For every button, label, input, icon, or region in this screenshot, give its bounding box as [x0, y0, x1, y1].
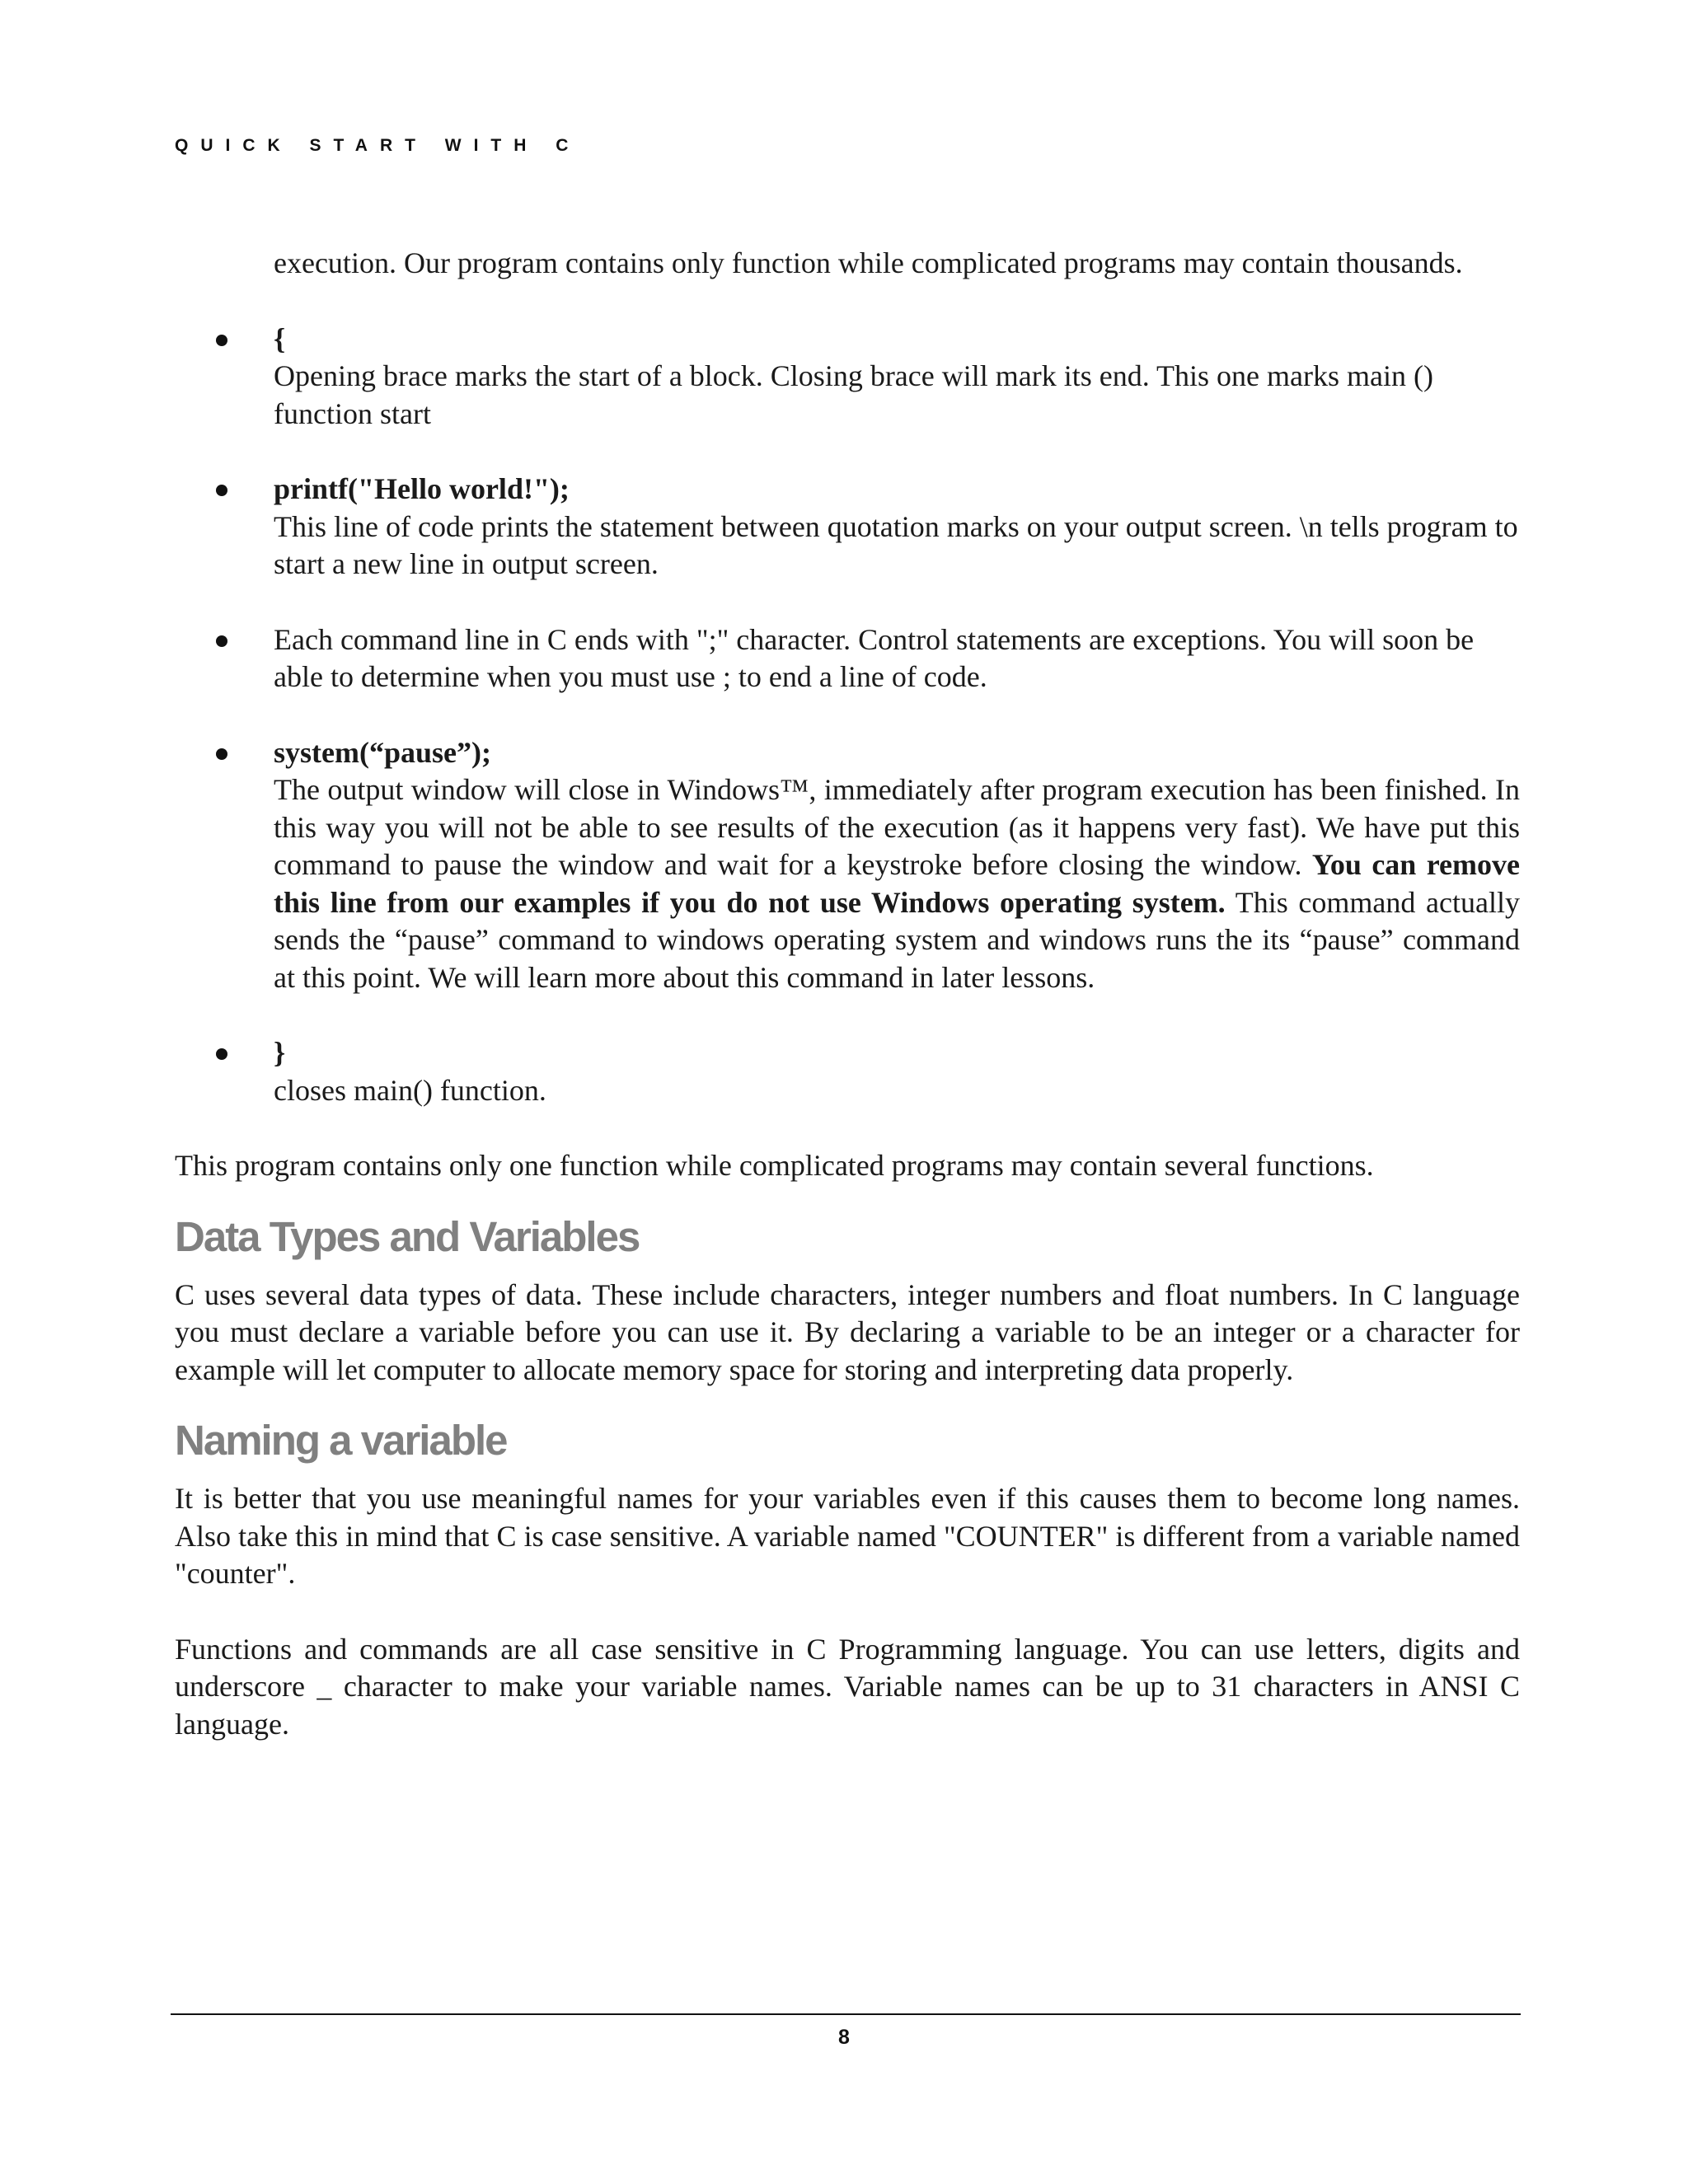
bullet-opening-brace — [175, 321, 1520, 434]
page-number: 8 — [838, 2026, 850, 2049]
code-label: } — [274, 1036, 286, 1069]
bullet-dot-icon — [216, 748, 227, 760]
bullet-bold-note: You can remove this line from our examples if you do not use Windows operating system. — [274, 848, 1520, 919]
code-label: system(“pause”); — [274, 735, 491, 769]
section-heading-data-types: Data Types and Variables — [175, 1212, 640, 1260]
bullet-dot-icon — [216, 635, 227, 647]
naming-paragraph-2: Functions and commands are all case sensitive in C Programming language. You can use letters, digits and underscore _ character to make your variable names. Variable names can be up to 31 characters in ANSI C language. — [175, 1632, 1520, 1741]
naming-paragraph-1: It is better that you use meaningful names for your variables even if this causes them to become long names. Also take this in mind that C is case sensitive. A variable named "COUNTER" is different from a variable named "counter". — [175, 1482, 1520, 1590]
footer-divider — [171, 2013, 1521, 2015]
bullet-text: This line of code prints the statement between quotation marks on your output screen. \n tells program to start a new line in output screen. — [274, 509, 1518, 580]
bullet-semicolon — [175, 621, 1520, 696]
code-label: { — [274, 321, 286, 355]
running-header: QUICK START WITH C — [175, 136, 581, 155]
page-body — [175, 245, 1520, 1743]
summary-paragraph: This program contains only one function while complicated programs may contain several functions. — [175, 1149, 1374, 1182]
intro-continuation: execution. Our program contains only function while complicated programs may contain thousands. — [274, 246, 1463, 279]
data-types-paragraph: C uses several data types of data. These include characters, integer numbers and float numbers. In C language you must declare a variable before you can use it. By declaring a variable to be an integer or a character for example will let computer to allocate memory space for storing and interpreting data properly. — [175, 1277, 1520, 1386]
bullet-printf — [175, 471, 1520, 583]
bullet-dot-icon — [216, 485, 227, 496]
bullet-text: closes main() function. — [274, 1073, 546, 1107]
bullet-closing-brace — [175, 1034, 1520, 1109]
code-label: printf("Hello world!"); — [274, 472, 570, 505]
bullet-text-part: The output window will close in Windows™, immediately after program execution has been finished. In this way you will not be able to see results of the execution (as it happens very fast). We have put this command to pause the window and wait for a keystroke before closing the window. — [274, 773, 1520, 881]
bullet-text-part: This command actually sends the “pause” command to windows operating system and windows runs the its “pause” command at this point. We will learn more about this command in later lessons. — [274, 885, 1520, 994]
bullet-dot-icon — [216, 1048, 227, 1060]
section-heading-naming: Naming a variable — [175, 1417, 507, 1464]
bullet-text: Each command line in C ends with ";" character. Control statements are exceptions. You will soon be able to determine when you must use ; to end a line of code. — [274, 622, 1475, 693]
bullet-dot-icon — [216, 335, 227, 346]
bullet-text — [274, 771, 1520, 996]
bullet-system-pause — [175, 734, 1520, 997]
bullet-text: Opening brace marks the start of a block. Closing brace will mark its end. This one marks main () function start — [274, 359, 1433, 430]
